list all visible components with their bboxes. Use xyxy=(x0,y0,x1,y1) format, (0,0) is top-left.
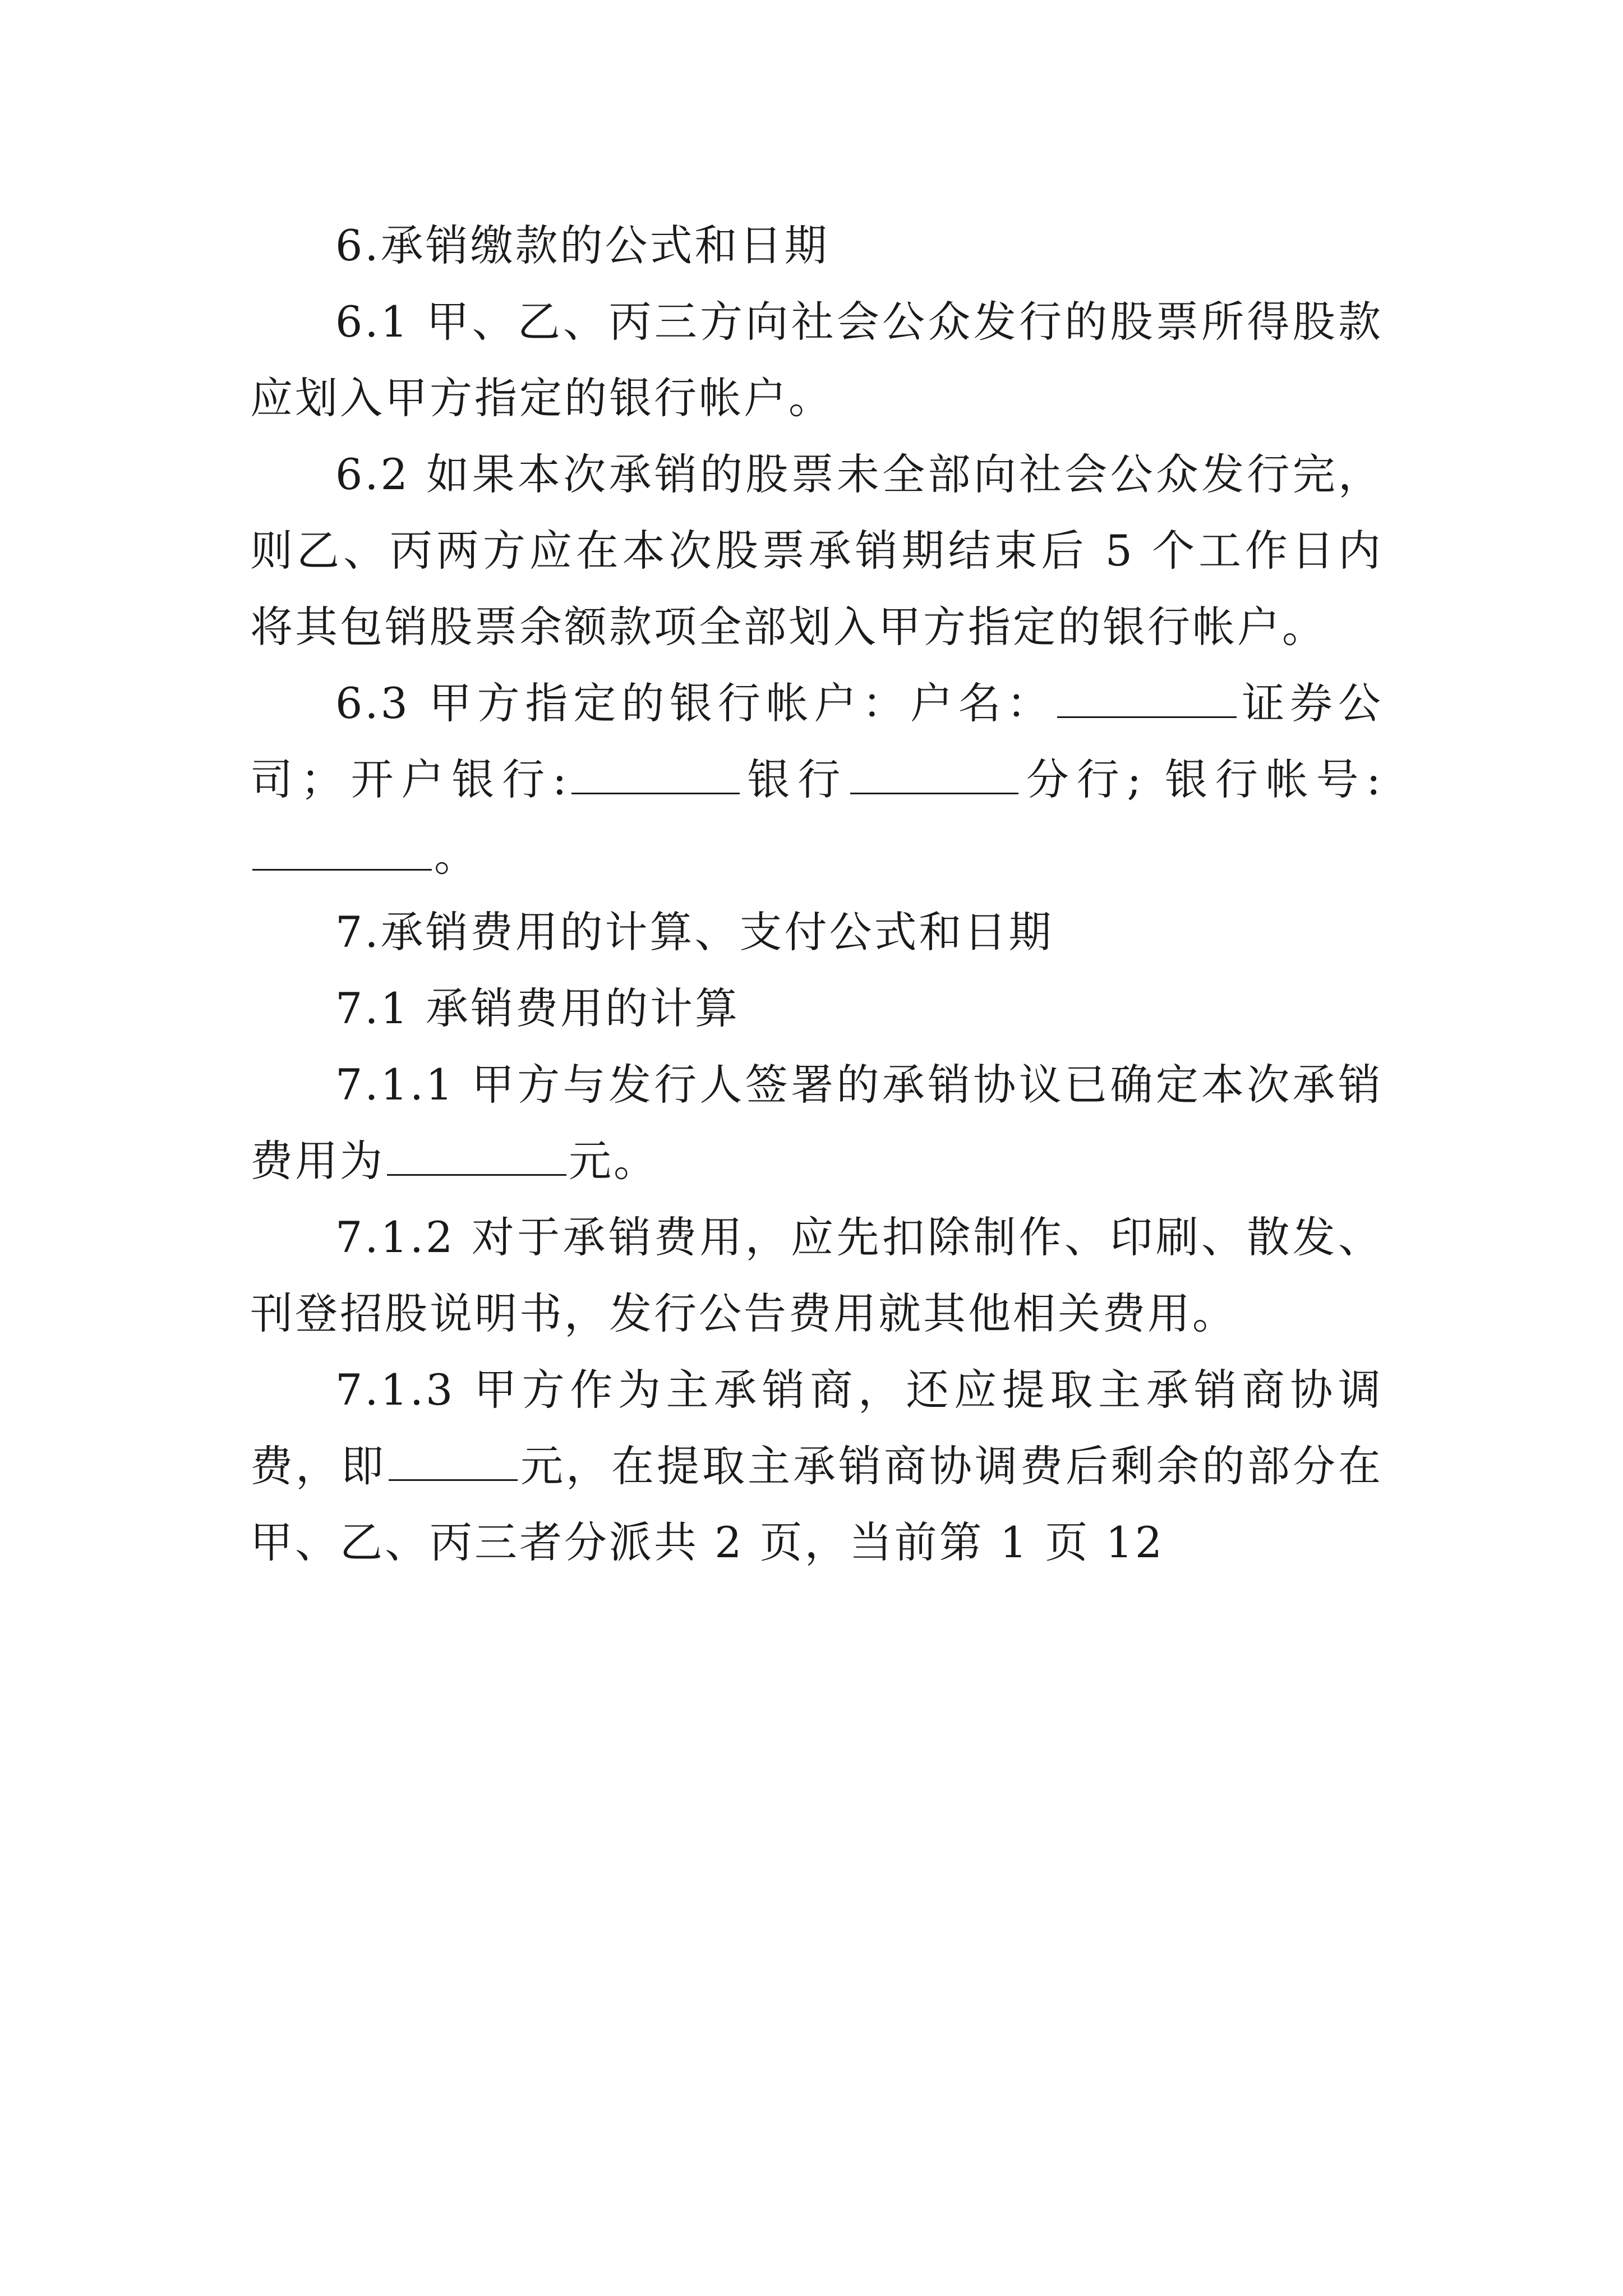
bank-name-blank xyxy=(571,756,740,794)
paragraph-6-3-text: 分行; 银行帐号: xyxy=(1021,754,1384,804)
paragraph-6-1: 6.1 甲、乙、丙三方向社会公众发行的股票所得股款应划入甲方指定的银行帐户。 xyxy=(250,297,1383,423)
paragraph-6-3 xyxy=(250,665,1383,894)
paragraph-6-2: 6.2 如果本次承销的股票未全部向社会公众发行完，则乙、丙两方应在本次股票承销期结束后 5 个工作日内将其包销股票余额款项全部划入甲方指定的银行帐户。 xyxy=(250,449,1383,652)
paragraph-6-3-text: 银行 xyxy=(741,754,849,804)
paragraph-7-1-3 xyxy=(250,1352,1383,1581)
section-7-title: 7.承销费用的计算、支付公式和日期 xyxy=(335,907,1054,957)
paragraph-7-1-1 xyxy=(250,1047,1383,1199)
account-name-blank xyxy=(1057,679,1237,718)
branch-name-blank xyxy=(850,756,1018,794)
underwriting-fee-blank xyxy=(387,1137,566,1176)
paragraph-6-3-text: 6.3 甲方指定的银行帐户：户名： xyxy=(335,678,1055,728)
paragraph-7-1-1-text: 7.1.1 甲方与发行人签署的承销协议已确定本次承销费用为 xyxy=(250,1060,1383,1186)
paragraph-7-1-3-text: 7.1.3 甲方作为主承销商，还应提取主承销商协调费，即 xyxy=(250,1365,1383,1491)
account-number-blank xyxy=(252,832,432,871)
paragraph-7-1-2: 7.1.2 对于承销费用，应先扣除制作、印刷、散发、刊登招股说明书，发行公告费用就其他相关费用。 xyxy=(250,1212,1383,1338)
paragraph-7-1: 7.1 承销费用的计算 xyxy=(335,983,740,1033)
paragraph-7-1-1-text: 元。 xyxy=(569,1136,658,1186)
paragraph-7-1-3-text: 元，在提取主承销商协调费后剩余的部分在甲、乙、丙三者分派共 2 页，当前第 1 页 12 xyxy=(250,1441,1383,1567)
paragraph-6-3-text: 。 xyxy=(434,831,479,881)
section-6-title: 6.承销缴款的公式和日期 xyxy=(335,220,829,270)
coordination-fee-blank xyxy=(389,1442,518,1481)
paragraph-6-3-text: 证券公司；开户银行: xyxy=(250,678,1383,804)
document-body xyxy=(250,208,1383,1581)
